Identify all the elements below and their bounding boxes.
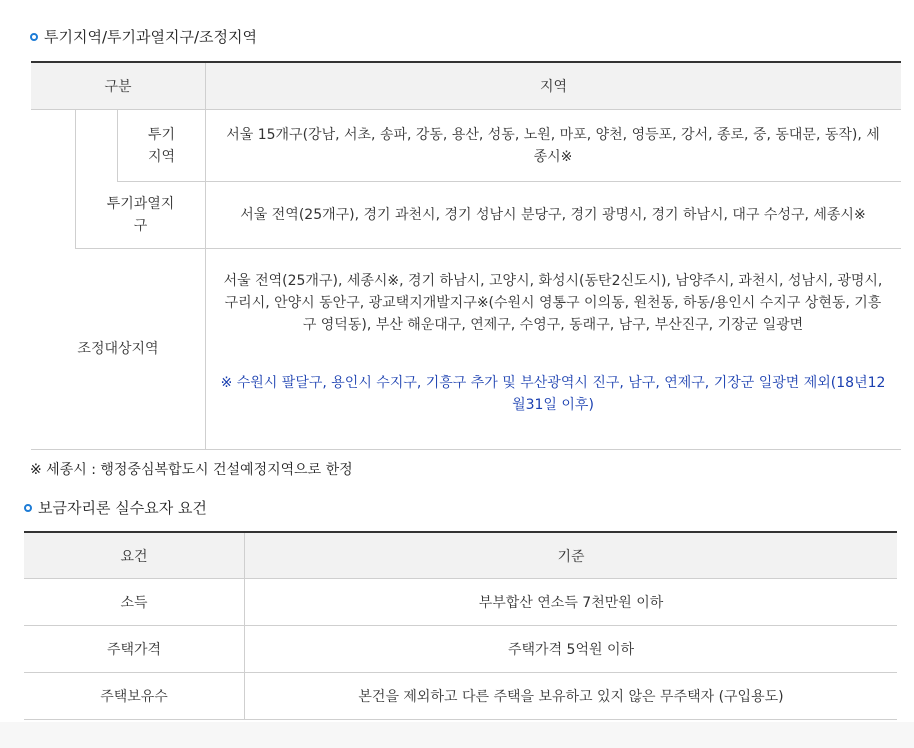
column-divider [205,63,206,450]
table-bottom-border [31,449,901,450]
adjustment-area-note: ※ 수원시 팔달구, 용인시 수지구, 기흥구 추가 및 부산광역시 진구, 남구, 연제구, 기장군 일광면 제외(18년12월31일 이후) [220,375,886,413]
header-requirement: 요건 [120,548,148,565]
requirement-value: 부부합산 연소득 7천만원 이하 [478,595,664,611]
page-bottom-area [0,722,914,748]
requirement-label: 주택가격 [106,642,162,658]
table-row [24,673,897,720]
table-header-row [24,533,897,579]
section-title-bogeumjari [24,497,207,518]
section-title-speculation [30,26,257,47]
row-value-speculation-area: 서울 15개구(강남, 서초, 송파, 강동, 용산, 성동, 노원, 마포, 양천, 영등포, 강서, 종로, 중, 동대문, 동작), 세종시※ [226,126,880,165]
sejong-footnote: ※ 세종시 : 행정중심복합도시 건설예정지역으로 한정 [30,462,353,478]
bullet-icon [30,33,38,41]
requirement-value: 본건을 제외하고 다른 주택을 보유하고 있지 않은 무주택자 (구입용도) [358,689,784,705]
section-title-text: 투기지역/투기과열지구/조정지역 [44,28,257,46]
table-row [24,579,897,626]
row-value-adjustment-area: 서울 전역(25개구), 세종시※, 경기 하남시, 고양시, 화성시(동탄2신도시), 남양주시, 과천시, 성남시, 광명시, 구리시, 안양시 동안구, 광교택지개발지구※(수원시 영통구 이의동, 원천동, 하동/용인시 수지구 상현동, 기흥구 영덕동), 부산 해운대구, 연제구, 수영구, 동래구, 남구, 부산진구, 기장군 일광면 [223,273,883,333]
bullet-icon [24,504,32,512]
requirement-value: 주택가격 5억원 이하 [508,642,634,658]
row-value-overheated-district: 서울 전역(25개구), 경기 과천시, 경기 성남시 분당구, 경기 광명시, 경기 하남시, 대구 수성구, 세종시※ [240,207,866,223]
header-region: 지역 [206,63,901,110]
row-label-speculation-area: 투기 지역 [147,126,176,165]
requirement-label: 소득 [120,595,148,611]
row-label-adjustment-area: 조정대상지역 [77,341,159,357]
section-title-text: 보금자리론 실수요자 요건 [38,499,207,517]
header-category: 구분 [31,63,205,110]
requirements-table [24,531,897,721]
speculation-area-table [31,61,901,450]
table-row [24,626,897,673]
requirement-label: 주택보유수 [100,689,168,705]
header-criteria: 기준 [557,548,585,565]
row-label-overheated-district: 투기과열지 구 [106,196,175,234]
